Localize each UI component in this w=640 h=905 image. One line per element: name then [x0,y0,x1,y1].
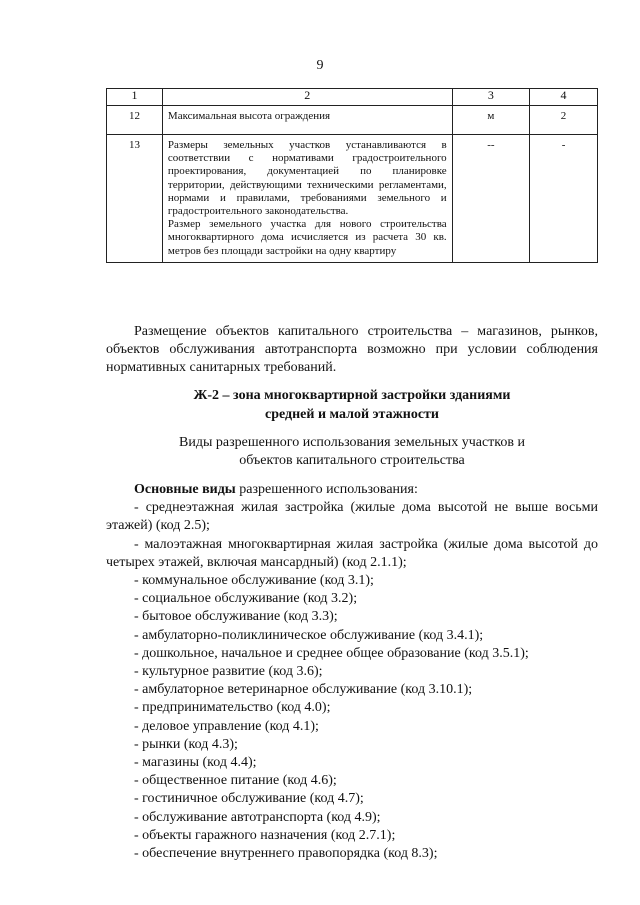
list-item: - культурное развитие (код 3.6); [134,664,323,680]
list-item: - объекты гаражного назначения (код 2.7.1); [134,827,396,843]
header-cell: 2 [162,89,452,106]
list-item: - малоэтажная многоквартирная жилая застройка (жилые дома высотой до четырех этажей, включая мансардный) (код 2.1.1); [106,536,598,570]
zone-heading-line: средней и малой этажности [265,407,439,422]
table-row [107,106,598,135]
list-item: - деловое управление (код 4.1); [134,718,319,734]
row-text-paragraph: Размер земельного участка для нового строительства многоквартирного дома исчисляется из расчета 30 кв. метров без площади застройки на одну квартиру [167,218,447,257]
header-cell: 4 [530,89,598,106]
list-item: - среднеэтажная жилая застройка (жилые дома высотой не выше восьми этажей) (код 2.5); [106,500,598,534]
list-item: - обслуживание автотранспорта (код 4.9); [134,809,381,825]
row-unit: м [452,106,529,135]
row-text: Максимальная высота ограждения [162,106,452,135]
subheading-line: объектов капитального строительства [239,453,465,468]
header-cell: 1 [107,89,163,106]
row-value: - [530,135,598,263]
row-text-cell [162,135,452,263]
usage-list [106,481,598,863]
parameters-table [106,88,598,263]
list-item: - рынки (код 4.3); [134,736,238,752]
table-header-row [107,89,598,106]
row-text-paragraph: Размеры земельных участков устанавливаются в соответствии с нормативами градостроительного проектирования, документацией по планировке территории, действующими техническими регламентами, нормами и правилами, требованиями земельного и градостроительного законодательства. [167,139,447,218]
zone-heading-line: Ж-2 – зона многоквартирной застройки зданиями [193,388,511,403]
zone-heading [106,386,598,424]
section-subheading [106,434,598,470]
body-paragraph: Размещение объектов капитального строительства – магазинов, рынков, объектов обслуживания автотранспорта возможно при условии соблюдения нормативных санитарных требований. [106,324,598,375]
list-intro [106,481,598,499]
list-item: - обеспечение внутреннего правопорядка (код 8.3); [134,846,438,862]
list-item: - предпринимательство (код 4.0); [134,700,331,716]
list-intro-rest: разрешенного использования: [235,482,418,497]
subheading-line: Виды разрешенного использования земельных участков и [179,435,525,450]
page-number: 9 [316,58,324,73]
list-item: - амбулаторно-поликлиническое обслуживание (код 3.4.1); [134,627,484,643]
table-row [107,135,598,263]
row-unit: -- [452,135,529,263]
list-item: - коммунальное обслуживание (код 3.1); [134,573,374,589]
list-item: - общественное питание (код 4.6); [134,773,337,789]
row-number: 13 [107,135,163,263]
row-value: 2 [530,106,598,135]
list-item: - бытовое обслуживание (код 3.3); [134,609,338,625]
list-item: - дошкольное, начальное и среднее общее образование (код 3.5.1); [134,645,529,661]
list-item: - социальное обслуживание (код 3.2); [134,591,358,607]
list-item: - амбулаторное ветеринарное обслуживание (код 3.10.1); [134,682,473,698]
row-number: 12 [107,106,163,135]
header-cell: 3 [452,89,529,106]
list-item: - гостиничное обслуживание (код 4.7); [134,791,364,807]
list-intro-bold: Основные виды [134,482,236,497]
list-item: - магазины (код 4.4); [134,755,257,771]
